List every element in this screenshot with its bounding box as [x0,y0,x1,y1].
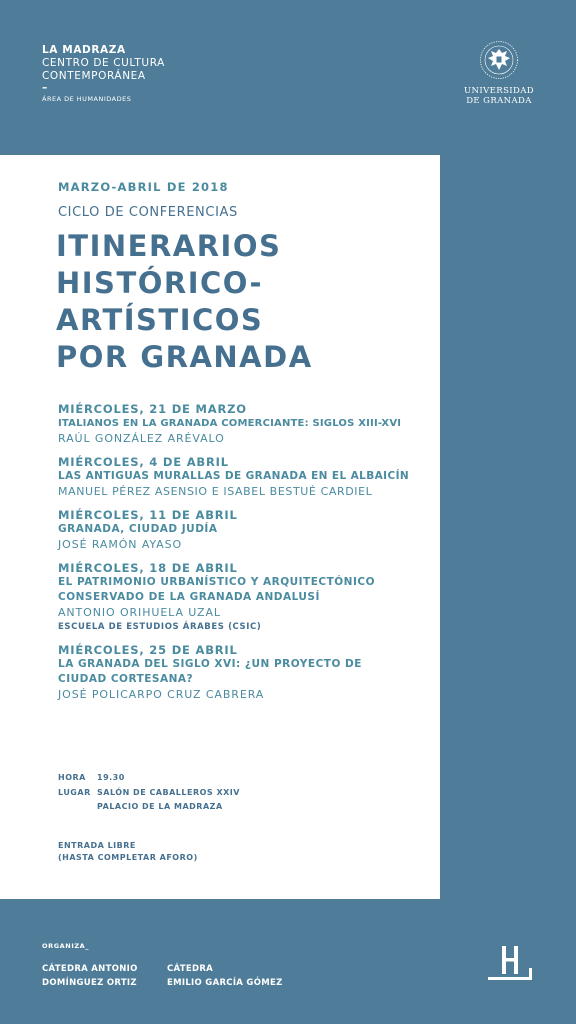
hora-value: 19.30 [97,773,125,782]
madraza-name: LA MADRAZA [42,44,126,56]
catedra-dominguez-ortiz [42,962,138,990]
event-speaker: JOSÉ RAMÓN AYASO [58,538,183,551]
event-date: MIÉRCOLES, 21 DE MARZO [58,402,247,416]
event-title: CIUDAD CORTESANA? [58,673,194,685]
entry-note [58,840,198,864]
catedra-line: CÁTEDRA ANTONIO [42,964,138,974]
title-line: ITINERARIOS [56,229,282,263]
event-speaker: JOSÉ POLICARPO CRUZ CABRERA [58,688,265,701]
event-speaker: RAÚL GONZÁLEZ ARÉVALO [58,432,225,445]
hora-label: HORA [58,773,86,782]
lugar-value: PALACIO DE LA MADRAZA [97,802,223,811]
event-item [58,561,428,634]
date-range: MARZO-ABRIL DE 2018 [58,180,229,194]
cycle-label: CICLO DE CONFERENCIAS [58,205,238,220]
event-item [58,643,428,702]
area-label: ÁREA DE HUMANIDADES [42,95,132,103]
event-title: CONSERVADO DE LA GRANADA ANDALUSÍ [58,591,320,603]
university-name-line1: UNIVERSIDAD [463,86,535,96]
organiza-label: ORGANIZA_ [42,942,90,950]
event-affiliation: ESCUELA DE ESTUDIOS ÁRABES (CSIC) [58,622,262,632]
university-name-line2: DE GRANADA [466,96,532,106]
event-date: MIÉRCOLES, 4 DE ABRIL [58,455,229,469]
event-list [58,402,428,711]
event-title: GRANADA, CIUDAD JUDÍA [58,523,218,535]
catedra-line: CÁTEDRA [167,964,214,974]
madraza-header [42,44,165,106]
event-item [58,508,428,552]
event-title: LAS ANTIGUAS MURALLAS DE GRANADA EN EL ALBAICÍN [58,470,410,482]
event-title: EL PATRIMONIO URBANÍSTICO Y ARQUITECTÓNICO [58,576,376,588]
page-title [56,228,313,376]
catedra-garcia-gomez [167,962,283,990]
event-speaker: ANTONIO ORIHUELA UZAL [58,606,221,619]
event-date: MIÉRCOLES, 18 DE ABRIL [58,561,238,575]
university-crest-icon [479,40,519,80]
lugar-label: LUGAR [58,787,91,797]
lugar-value: SALÓN DE CABALLEROS XXIV [97,787,240,797]
event-item [58,455,428,499]
madraza-h-logo-icon [488,944,534,984]
header-dash: – [42,82,48,94]
title-line: ARTÍSTICOS [56,303,264,337]
entry-line: ENTRADA LIBRE [58,841,136,850]
event-date: MIÉRCOLES, 11 DE ABRIL [58,508,238,522]
entry-line: (HASTA COMPLETAR AFORO) [58,853,198,862]
center-name-line1: CENTRO DE CULTURA [42,57,165,69]
university-logo [460,40,538,106]
event-title: ITALIANOS EN LA GRANADA COMERCIANTE: SIGLOS XIII-XVI [58,418,402,429]
event-title: LA GRANADA DEL SIGLO XVI: ¿UN PROYECTO DE [58,658,362,670]
title-line: HISTÓRICO- [56,266,264,300]
event-speaker: MANUEL PÉREZ ASENSIO E ISABEL BESTUÉ CARDIEL [58,485,373,498]
event-date: MIÉRCOLES, 25 DE ABRIL [58,643,238,657]
event-item [58,402,428,446]
title-line: POR GRANADA [56,340,313,374]
center-name-line2: CONTEMPORÁNEA [42,70,146,82]
event-info [58,771,240,815]
catedra-line: EMILIO GARCÍA GÓMEZ [167,978,283,988]
catedra-line: DOMÍNGUEZ ORTIZ [42,978,137,988]
